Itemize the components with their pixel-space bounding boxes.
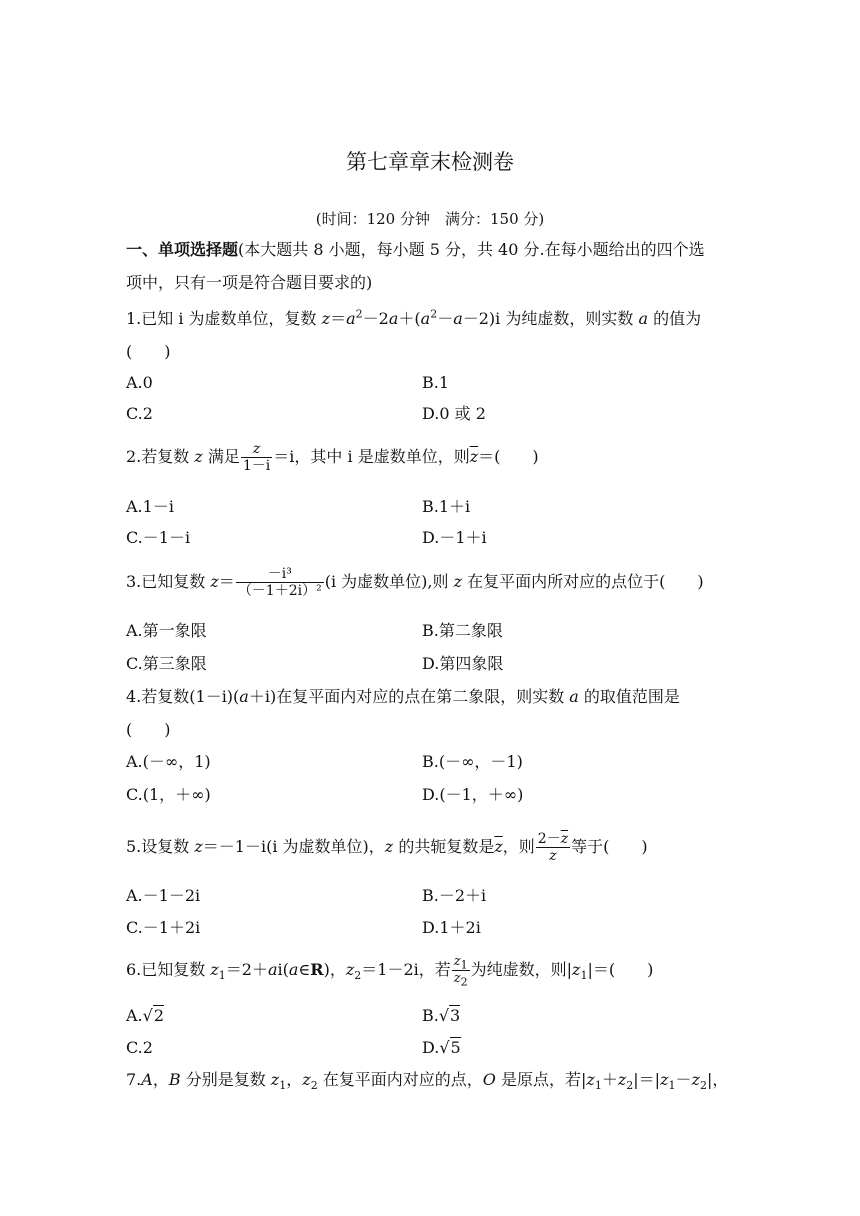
page-title: 第七章章末检测卷 bbox=[346, 150, 514, 174]
question-1-option-b: B.1 bbox=[422, 373, 450, 392]
question-5-option-c: C.－1＋2i bbox=[126, 918, 201, 937]
question-4-option-b: B.(－∞，－1) bbox=[422, 752, 523, 771]
question-6-option-d: D.√5 bbox=[422, 1038, 461, 1057]
question-4-option-a: A.(－∞，1) bbox=[126, 752, 211, 771]
section-one-line1 bbox=[126, 240, 705, 260]
question-4-paren: ( ) bbox=[126, 720, 171, 739]
question-6-stem: 6.已知复数 $z_1=2+ai(a\in R)$，$z_2=1-2i$，若 $\frac{z_1}{z_2}$ 为纯虚数，则$|z_1|=$( ) bbox=[126, 954, 654, 989]
question-1-paren: ( ) bbox=[126, 342, 171, 361]
question-2-stem: 2.若复数 z 满足 $\frac{z}{1-i}$ ＝i，其中 i 是虚数单位，则$\overline{z}=$( ) bbox=[126, 441, 539, 474]
question-5-option-a: A.－1－2i bbox=[126, 886, 201, 905]
question-5-option-d: D.1＋2i bbox=[422, 918, 481, 937]
question-3-option-d: D.第四象限 bbox=[422, 654, 504, 673]
question-1-option-c: C.2 bbox=[126, 404, 153, 423]
question-4-stem: 4.若复数(1－i)(a＋i)在复平面内对应的点在第二象限，则实数 a 的取值范围是 bbox=[126, 687, 680, 706]
question-2-option-b: B.1＋i bbox=[422, 497, 471, 516]
question-6-option-b: B.√3 bbox=[422, 1006, 461, 1025]
fraction: $\frac{z_1}{z_2}$ bbox=[453, 954, 468, 989]
section-heading: 一、单项选择题 bbox=[126, 240, 239, 259]
question-5-stem: 5.设复数 z＝－1－i(i 为虚数单位)，z 的共轭复数是$\overline{z}$，则 $\frac{2-\overline{z}}{z}$ 等于( ) bbox=[126, 831, 648, 864]
question-6-option-a: A.√2 bbox=[126, 1006, 165, 1025]
question-1-stem: 1.已知 i 为虚数单位，复数 $z=a^2-2a+(a^2-a-2)i$ 为纯虚数，则实数 a 的值为 bbox=[126, 307, 702, 328]
question-2-option-d: D.－1＋i bbox=[422, 528, 487, 547]
fraction: $\frac{\text{－i³}}{\text{（－1＋2i）²}}$ bbox=[237, 566, 322, 599]
question-3-stem: 3.已知复数 z＝ $\frac{\text{－i³}}{\text{（－1＋2i）²}}$ (i 为虚数单位),则 z 在复平面内所对应的点位于( ) bbox=[126, 566, 704, 599]
question-2-option-c: C.－1－i bbox=[126, 528, 191, 547]
question-3-option-a: A.第一象限 bbox=[126, 621, 207, 640]
question-4-option-c: C.(1，＋∞) bbox=[126, 785, 211, 804]
question-6-option-c: C.2 bbox=[126, 1038, 153, 1057]
fraction: $\frac{2-\overline{z}}{z}$ bbox=[537, 831, 569, 864]
exam-info: (时间：120 分钟 满分：150 分) bbox=[315, 210, 545, 228]
question-5-option-b: B.－2＋i bbox=[422, 886, 487, 905]
question-1-option-d: D.0 或 2 bbox=[422, 404, 486, 423]
question-2-option-a: A.1－i bbox=[126, 497, 174, 516]
section-intro: (本大题共 8 小题，每小题 5 分，共 40 分.在每小题给出的四个选 bbox=[238, 240, 705, 259]
question-1-option-a: A.0 bbox=[126, 373, 153, 392]
question-3-option-b: B.第二象限 bbox=[422, 621, 503, 640]
fraction: $\frac{z}{1-i}$ bbox=[242, 441, 271, 474]
question-4-option-d: D.(－1，＋∞) bbox=[422, 785, 524, 804]
section-one-line2: 项中，只有一项是符合题目要求的) bbox=[126, 273, 373, 292]
question-7-stem: 7.A，B 分别是复数 $z_1$，$z_2$ 在复平面内对应的点，O 是原点，若$|z_1+z_2|=|z_1-z_2|$， bbox=[126, 1070, 729, 1093]
question-3-option-c: C.第三象限 bbox=[126, 654, 207, 673]
